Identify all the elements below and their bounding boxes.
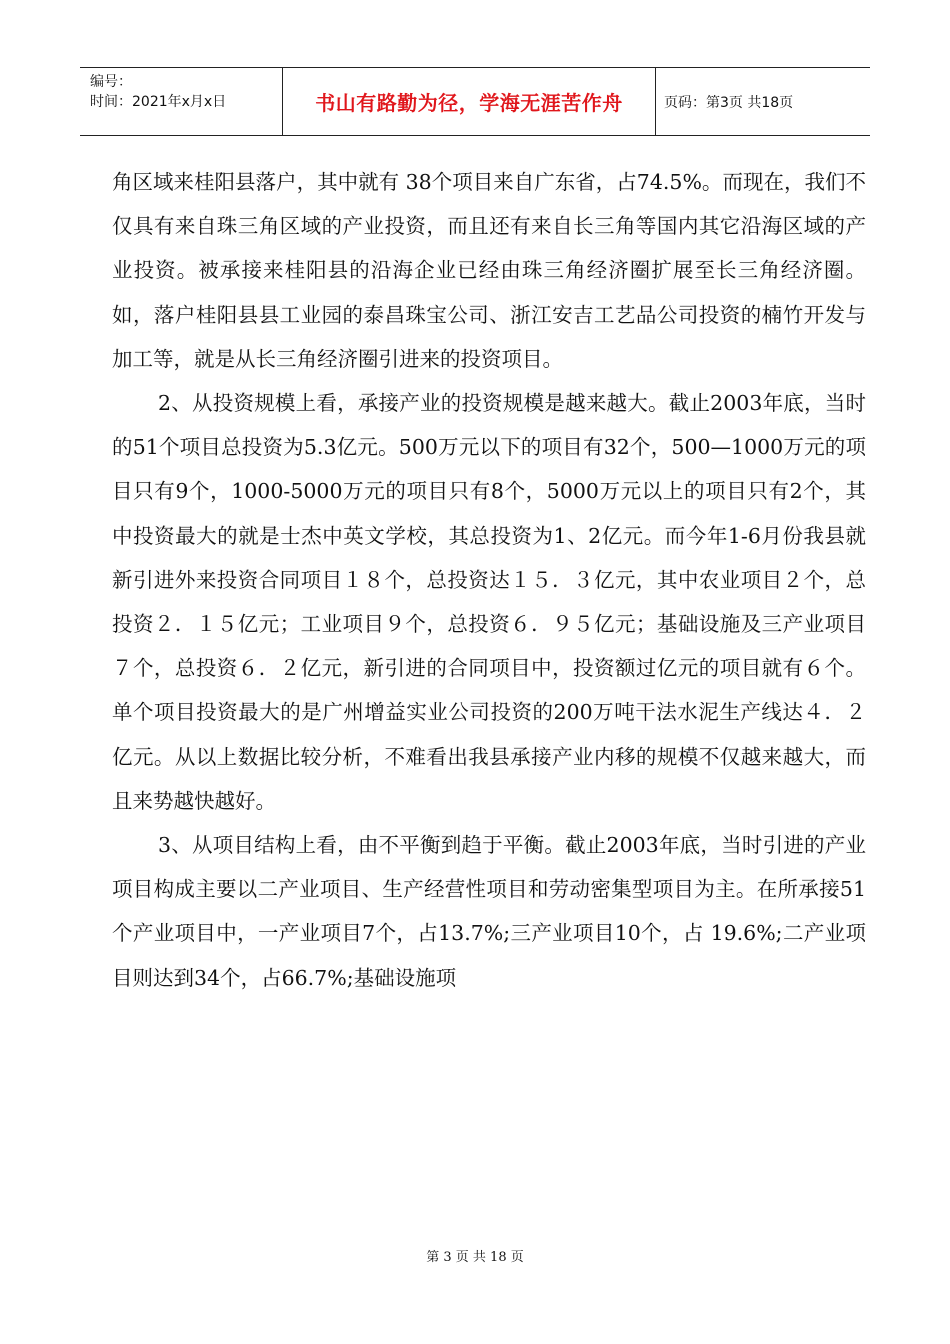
motto: 书山有路勤为径，学海无涯苦作舟 bbox=[315, 91, 623, 115]
paragraph-3: 3、从项目结构上看，由不平衡到趋于平衡。截止2003年底，当时引进的产业项目构成主要以二产业项目、生产经营性项目和劳动密集型项目为主。在所承接51个产业项目中，一产业项目7个，占13.7%;三产业项目10个，占 19.6%;二产业项目则达到34个，占66.7%;基础设施项 bbox=[112, 833, 866, 990]
header-page-info-cell bbox=[656, 68, 870, 135]
page-footer: 第 3 页 共 18 页 bbox=[426, 1250, 524, 1265]
time-label: 时间：2021年x月x日 bbox=[90, 94, 227, 110]
header-meta bbox=[80, 68, 283, 135]
page-info: 页码：第3页 共18页 bbox=[664, 94, 794, 111]
page-header bbox=[80, 67, 870, 136]
header-motto-cell bbox=[283, 68, 656, 135]
paragraph-2: 2、从投资规模上看，承接产业的投资规模是越来越大。截止2003年底，当时的51个项目总投资为5.3亿元。500万元以下的项目有32个，500—1000万元的项目只有9个，1000-5000万元的项目只有8个，5000万元以上的项目只有2个，其中投资最大的就是士杰中英文学校，其总投资为1、2亿元。而今年1-6月份我县就新引进外来投资合同项目１８个，总投资达１５．３亿元，其中农业项目２个，总投资２．１５亿元；工业项目９个，总投资６．９５亿元；基础设施及三产业项目７个，总投资６．２亿元，新引进的合同项目中，投资额过亿元的项目就有６个。单个项目投资最大的是广州增益实业公司投资的200万吨干法水泥生产线达４．２亿元。从以上数据比较分析，不难看出我县承接产业内移的规模不仅越来越大，而且来势越快越好。 bbox=[112, 391, 866, 813]
document-body bbox=[112, 160, 866, 1000]
number-label: 编号： bbox=[90, 74, 132, 90]
paragraph-1: 角区域来桂阳县落户，其中就有 38个项目来自广东省，占74.5%。而现在，我们不仅具有来自珠三角区域的产业投资，而且还有来自长三角等国内其它沿海区域的产业投资。被承接来桂阳县的沿海企业已经由珠三角经济圈扩展至长三角经济圈。如，落户桂阳县县工业园的泰昌珠宝公司、浙江安吉工艺品公司投资的楠竹开发与加工等，就是从长三角经济圈引进来的投资项目。 bbox=[112, 170, 866, 371]
